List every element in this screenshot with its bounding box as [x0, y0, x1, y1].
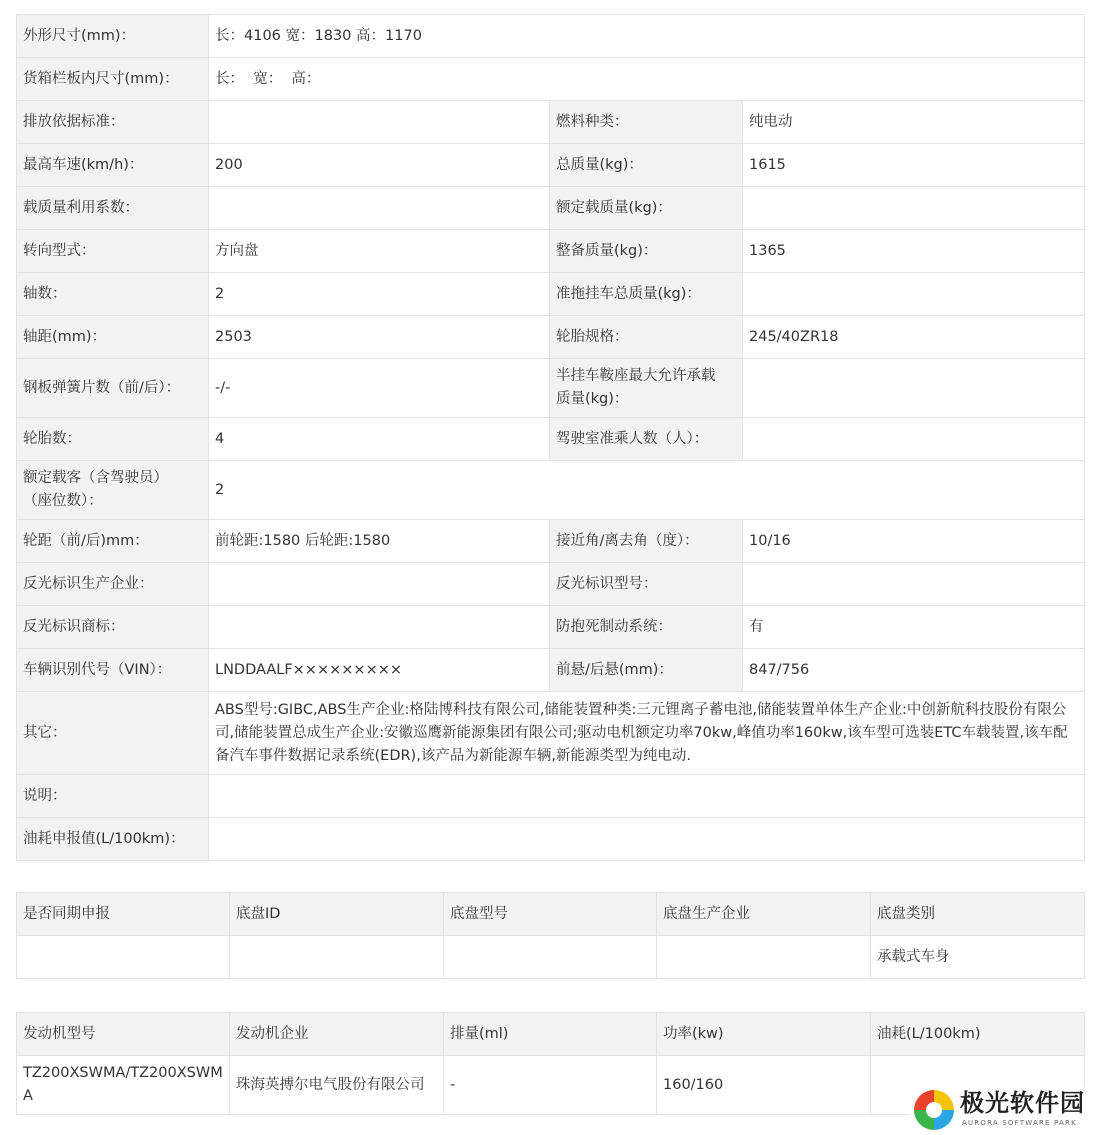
spec-row-other: [17, 692, 1085, 775]
saddle-load-value: [743, 359, 1085, 418]
total-mass-label: 总质量(kg)：: [550, 144, 743, 187]
dimensions-value: 长：4106 宽：1830 高：1170: [209, 15, 1085, 58]
saddle-load-label-line2: 质量(kg)：: [556, 391, 629, 407]
engine-header-cell: 功率(kw): [657, 1013, 871, 1056]
fuel-type-value: 纯电动: [743, 101, 1085, 144]
watermark-subtitle: AURORA SOFTWARE PARK: [962, 1119, 1077, 1127]
notes-label: 说明：: [17, 775, 209, 818]
spec-row: [17, 649, 1085, 692]
chassis-cell: [444, 936, 657, 979]
chassis-header-cell: 底盘型号: [444, 893, 657, 936]
cab-passengers-value: [743, 418, 1085, 461]
spec-row: [17, 187, 1085, 230]
track-value: 前轮距:1580 后轮距:1580: [209, 520, 550, 563]
max-speed-value: 200: [209, 144, 550, 187]
engine-cell: TZ200XSWMA/TZ200XSWMA: [17, 1056, 230, 1115]
chassis-header-cell: 底盘生产企业: [657, 893, 871, 936]
watermark: [910, 1086, 1096, 1134]
spec-row: [17, 418, 1085, 461]
engine-header-cell: 发动机型号: [17, 1013, 230, 1056]
seats-label-line2: （座位数）：: [23, 493, 103, 509]
curb-mass-value: 1365: [743, 230, 1085, 273]
wheelbase-value: 2503: [209, 316, 550, 359]
spec-row: [17, 316, 1085, 359]
tire-spec-label: 轮胎规格：: [550, 316, 743, 359]
spec-row: [17, 144, 1085, 187]
abs-label: 防抱死制动系统：: [550, 606, 743, 649]
max-speed-label: 最高车速(km/h)：: [17, 144, 209, 187]
seats-value: 2: [209, 461, 1085, 520]
aurora-logo-icon: [912, 1088, 956, 1132]
cargo-box-label: 货箱栏板内尺寸(mm)：: [17, 58, 209, 101]
angles-value: 10/16: [743, 520, 1085, 563]
abs-value: 有: [743, 606, 1085, 649]
engine-cell: -: [444, 1056, 657, 1115]
trailer-mass-value: [743, 273, 1085, 316]
engine-cell: 160/160: [657, 1056, 871, 1115]
spec-row-seats: [17, 461, 1085, 520]
spec-row: [17, 273, 1085, 316]
engine-header-cell: 发动机企业: [230, 1013, 444, 1056]
vin-label: 车辆识别代号（VIN）：: [17, 649, 209, 692]
spec-row-dimensions: [17, 15, 1085, 58]
spec-row-fuel: [17, 818, 1085, 861]
chassis-header-row: [17, 893, 1085, 936]
fuel-consumption-value: [209, 818, 1085, 861]
axles-label: 轴数：: [17, 273, 209, 316]
load-factor-value: [209, 187, 550, 230]
fuel-type-label: 燃料种类：: [550, 101, 743, 144]
chassis-cell: 承载式车身: [871, 936, 1085, 979]
curb-mass-label: 整备质量(kg)：: [550, 230, 743, 273]
engine-header-cell: 排量(ml): [444, 1013, 657, 1056]
spec-row: [17, 101, 1085, 144]
engine-header-row: [17, 1013, 1085, 1056]
rated-load-value: [743, 187, 1085, 230]
rated-load-label: 额定载质量(kg)：: [550, 187, 743, 230]
reflector-brand-label: 反光标识商标：: [17, 606, 209, 649]
seats-label-line1: 额定载客（含驾驶员）: [23, 470, 168, 486]
leaf-springs-label: 钢板弹簧片数（前/后）：: [17, 359, 209, 418]
saddle-load-label: [550, 359, 743, 418]
spec-row-cargo-box: [17, 58, 1085, 101]
chassis-cell: [230, 936, 444, 979]
load-factor-label: 载质量利用系数：: [17, 187, 209, 230]
reflector-brand-value: [209, 606, 550, 649]
chassis-data-row: [17, 936, 1085, 979]
vin-value: LNDDAALF×××××××××: [209, 649, 550, 692]
spec-row: [17, 606, 1085, 649]
reflector-maker-label: 反光标识生产企业：: [17, 563, 209, 606]
engine-header-cell: 油耗(L/100km): [871, 1013, 1085, 1056]
steering-value: 方向盘: [209, 230, 550, 273]
chassis-header-cell: 底盘ID: [230, 893, 444, 936]
trailer-mass-label: 准拖挂车总质量(kg)：: [550, 273, 743, 316]
emission-std-value: [209, 101, 550, 144]
chassis-header-cell: 是否同期申报: [17, 893, 230, 936]
chassis-cell: [657, 936, 871, 979]
track-label: 轮距（前/后)mm：: [17, 520, 209, 563]
tires-value: 4: [209, 418, 550, 461]
tire-spec-value: 245/40ZR18: [743, 316, 1085, 359]
spec-row: [17, 520, 1085, 563]
total-mass-value: 1615: [743, 144, 1085, 187]
chassis-cell: [17, 936, 230, 979]
tires-label: 轮胎数：: [17, 418, 209, 461]
engine-cell: 珠海英搏尔电气股份有限公司: [230, 1056, 444, 1115]
notes-value: [209, 775, 1085, 818]
dimensions-label: 外形尺寸(mm)：: [17, 15, 209, 58]
reflector-model-value: [743, 563, 1085, 606]
watermark-title: 极光软件园: [960, 1089, 1085, 1117]
other-value: ABS型号:GIBC,ABS生产企业:格陆博科技有限公司,储能装置种类:三元锂离子蓄电池,储能装置单体生产企业:中创新航科技股份有限公司,储能装置总成生产企业:安徽巡鹰新能源集团有限公司;驱动电机额定功率70kw,峰值功率160kw,该车型可选装ETC车载装置,该车配备汽车事件数据记录系统(EDR),该产品为新能源车辆,新能源类型为纯电动.: [209, 692, 1085, 775]
spec-row-notes: [17, 775, 1085, 818]
cab-passengers-label: 驾驶室准乘人数（人）：: [550, 418, 743, 461]
reflector-model-label: 反光标识型号：: [550, 563, 743, 606]
chassis-table: [16, 892, 1085, 979]
reflector-maker-value: [209, 563, 550, 606]
steering-label: 转向型式：: [17, 230, 209, 273]
saddle-load-label-line1: 半挂车鞍座最大允许承载: [556, 368, 716, 384]
chassis-header-cell: 底盘类别: [871, 893, 1085, 936]
axles-value: 2: [209, 273, 550, 316]
fuel-consumption-label: 油耗申报值(L/100km)：: [17, 818, 209, 861]
overhang-label: 前悬/后悬(mm)：: [550, 649, 743, 692]
cargo-box-value: 长： 宽： 高：: [209, 58, 1085, 101]
spec-row: [17, 230, 1085, 273]
wheelbase-label: 轴距(mm)：: [17, 316, 209, 359]
angles-label: 接近角/离去角（度）：: [550, 520, 743, 563]
other-label: 其它：: [17, 692, 209, 775]
emission-std-label: 排放依据标准：: [17, 101, 209, 144]
vehicle-spec-table: [16, 14, 1085, 861]
leaf-springs-value: -/-: [209, 359, 550, 418]
seats-label: [17, 461, 209, 520]
spec-row: [17, 359, 1085, 418]
overhang-value: 847/756: [743, 649, 1085, 692]
spec-row: [17, 563, 1085, 606]
